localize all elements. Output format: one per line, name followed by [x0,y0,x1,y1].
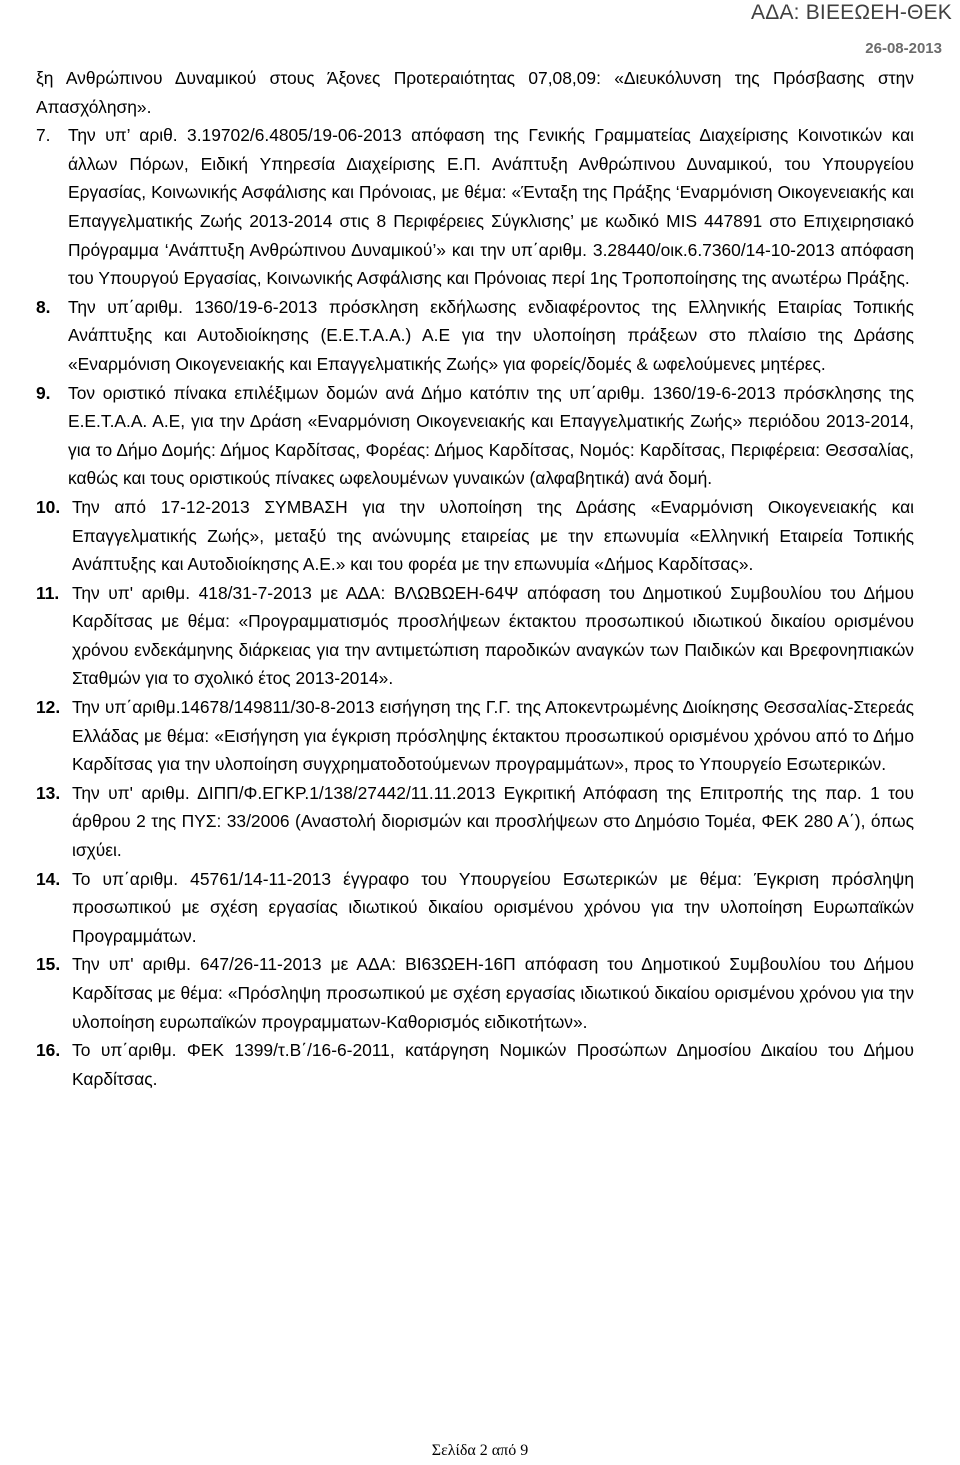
list-item-11 [36,579,914,693]
item-number: 10. [36,496,61,517]
item-text: Την υπ΄αριθμ. 1360/19-6-2013 πρόσκληση εκδήλωσης ενδιαφέροντος της Ελληνικής Εταιρίας Τοπικής Ανάπτυξης και Αυτοδιοίκησης (Ε.Ε.Τ.Α.Α.) Α.Ε για την υλοποίηση πράξεων στο πλαίσιο της Δράσης «Εναρμόνιση Οικογενειακής και Επαγγελματικής Ζωής» για φορείς/δομές & ωφελούμενες μητέρες. [68,296,914,374]
item-number: 8. [36,296,51,317]
item-number: 13. [36,782,61,803]
item-text: Την υπ' αριθμ. 647/26-11-2013 με ΑΔΑ: ΒΙ63ΩΕΗ-16Π απόφαση του Δημοτικού Συμβουλίου του Δήμου Καρδίτσας με θέμα: «Πρόσληψη προσωπικού με σχέση εργασίας ιδιωτικού δικαίου ορισμένου χρόνου για την υλοποίηση ευρωπαϊκών προγραμματων-Καθορισμός ειδικοτήτων». [72,954,914,1032]
item-number: 16. [36,1040,61,1061]
item-text: Το υπ΄αριθμ. 45761/14-11-2013 έγγραφο του Υπουργείου Εσωτερικών με θέμα: Έγκριση πρόσληψη προσωπικού με σχέση εργασίας ιδιωτικού δικαίου ορισμένου χρόνου για την υλοποίηση Ευρωπαϊκών Προγραμμάτων. [72,868,914,946]
list-item-9 [36,379,914,493]
item-text: Την υπ’ αριθ. 3.19702/6.4805/19-06-2013 απόφαση της Γενικής Γραμματείας Διαχείρισης Κοινοτικών και άλλων Πόρων, Ειδική Υπηρεσία Διαχείρισης Ε.Π. Ανάπτυξη Ανθρώπινου Δυναμικού, του Υπουργείου Εργασίας, Κοινωνικής Ασφάλισης και Πρόνοιας, με θέμα: «Ένταξη της Πράξης ‘Εναρμόνιση Οικογενειακής και Επαγγελματικής Ζωής 2013-2014 στις 8 Περιφέρειες Σύγκλισης’ με κωδικό MIS 447891 στο Επιχειρησιακό Πρόγραμμα ‘Ανάπτυξη Ανθρώπινου Δυναμικού’» και την υπ΄αριθμ. 3.28440/οικ.6.7360/14-10-2013 απόφαση του Υπουργού Εργασίας, Κοινωνικής Ασφάλισης και Πρόνοιας περί 1ης Τροποποίησης της ανωτέρω Πράξης. [68,125,914,289]
list-item-16 [36,1036,914,1093]
item-number: 9. [36,382,51,403]
list-item-8 [36,293,914,379]
item-text: Το υπ΄αριθμ. ΦΕΚ 1399/τ.Β΄/16-6-2011, κατάργηση Νομικών Προσώπων Δημοσίου Δικαίου του Δήμου Καρδίτσας. [72,1040,914,1089]
item-number: 7. [36,125,51,146]
list-item-7 [36,121,914,293]
list-item-12 [36,693,914,779]
item-text: Την υπ' αριθμ. 418/31-7-2013 με ΑΔΑ: ΒΛΩΒΩΕΗ-64Ψ απόφαση του Δημοτικού Συμβουλίου του Δήμου Καρδίτσας με θέμα: «Προγραμματισμός προσλήψεων έκτακτου προσωπικού ιδιωτικού δικαίου ορισμένου χρόνου ενδεκάμηνης διάρκειας για την αντιμετώπιση παροδικών αναγκών των Παιδικών και Βρεφονηπιακών Σταθμών για το σχολικό έτος 2013-2014». [72,582,914,689]
page-number-footer: Σελίδα 2 από 9 [431,1442,529,1459]
document-body [36,64,914,1093]
item-number: 11. [36,582,60,603]
ada-code: ΑΔΑ: ΒΙΕΕΩΕΗ-ΘΕΚ [751,1,952,24]
item-number: 12. [36,697,61,718]
item-text: Την υπ΄αριθμ.14678/149811/30-8-2013 εισήγηση της Γ.Γ. της Αποκεντρωμένης Διοίκησης Θεσσαλίας-Στερεάς Ελλάδας με θέμα: «Εισήγηση για έγκριση πρόσληψης έκτακτου προσωπικού ορισμένου χρόνου από το Δήμο Καρδίτσας για την υλοποίηση συγχρηματοδοτούμενων προγραμμάτων», προς το Υπουργείο Εσωτερικών. [72,697,914,775]
item-number: 14. [36,868,61,889]
list-item-10 [36,493,914,579]
item-text: Την από 17-12-2013 ΣΥΜΒΑΣΗ για την υλοποίηση της Δράσης «Εναρμόνιση Οικογενειακής και Επαγγελματικής Ζωής», μεταξύ της ανώνυμης εταιρείας με την επωνυμία «Ελληνική Εταιρεία Τοπικής Ανάπτυξης και Αυτοδιοίκησης Α.Ε.» και του φορέα με την επωνυμία «Δήμος Καρδίτσας». [72,496,914,575]
list-item-13 [36,779,914,865]
item-text: Την υπ' αριθμ. ΔΙΠΠ/Φ.ΕΓΚΡ.1/138/27442/11.11.2013 Εγκριτική Απόφαση της Επιτροπής της παρ. 1 του άρθρου 2 της ΠΥΣ: 33/2006 (Αναστολή διορισμών και προσλήψεων στο Δημόσιο Τομέα, ΦΕΚ 280 Α΄), όπως ισχύει. [72,782,914,861]
list-item-14 [36,865,914,951]
continuation-paragraph: ξη Ανθρώπινου Δυναμικού στους Άξονες Προτεραιότητας 07,08,09: «Διευκόλυνση της Πρόσβασης στην Απασχόληση». [36,68,914,117]
item-number: 15. [36,954,61,975]
item-text: Τον οριστικό πίνακα επιλέξιμων δομών ανά Δήμο κατόπιν της υπ΄αριθμ. 1360/19-6-2013 πρόσκλησης της Ε.Ε.Τ.Α.Α. Α.Ε, για την Δράση «Εναρμόνιση Οικογενειακής και Επαγγελματικής Ζωής» περιόδου 2013-2014, για το Δήμο Δομής: Δήμος Καρδίτσας, Φορέας: Δήμος Καρδίτσας, Νομός: Καρδίτσας, Περιφέρεια: Θεσσαλίας, καθώς και τους οριστικούς πίνακες ωφελουμένων γυναικών (αλφαβητικά) ανά δομή. [68,382,914,489]
list-item-15 [36,950,914,1036]
header-date: 26-08-2013 [865,40,942,57]
